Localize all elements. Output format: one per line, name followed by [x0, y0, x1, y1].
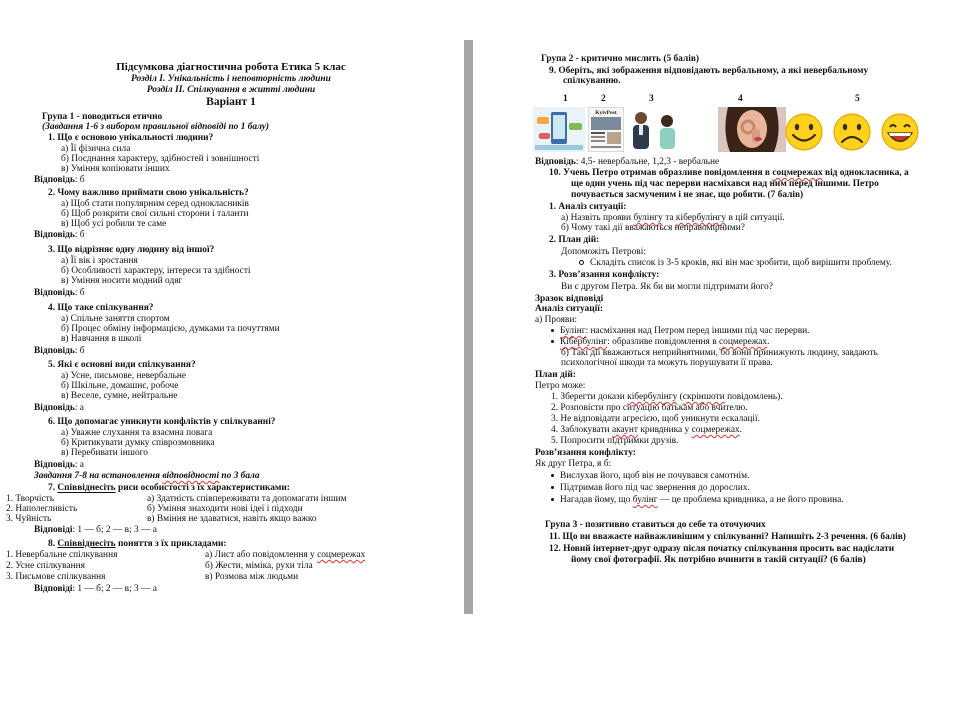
- question-12-line-2: йому свої фотографії. Як потрібно вчинити в такій ситуації? (6 балів): [571, 555, 866, 565]
- q7-left-3: 3. Чуйність: [6, 514, 52, 524]
- q2-option-a: а) Щоб стати популярним серед однокласників: [61, 199, 249, 209]
- sad-emoji-icon: [830, 112, 874, 152]
- variant-heading: Варіант 1: [206, 96, 256, 108]
- q6-option-c: в) Перебивати іншого: [61, 448, 148, 458]
- group-2-heading: Група 2 - критично мислить (5 балів): [541, 54, 700, 64]
- question-3: 3. Що відрізняє одну людину від іншої?: [48, 245, 215, 255]
- ok-gesture-image: [718, 107, 786, 152]
- happy-emoji-icon: [782, 112, 826, 152]
- instruction-7-8: Завдання 7-8 на встановлення відповідності по 3 бала: [34, 471, 260, 481]
- sample-analysis-b-line-2: психологічної шкоди та можуть порушувати її права.: [561, 358, 773, 368]
- laughing-emoji-icon: [878, 112, 922, 152]
- q8-left-3: 3. Письмове спілкування: [6, 572, 106, 582]
- q2-answer: Відповідь: б: [34, 230, 85, 240]
- q7-answer: Відповіді: 1 — б; 2 — в; 3 — а: [34, 525, 157, 535]
- sample-plan-heading: План дій:: [535, 370, 576, 380]
- q1-option-b: б) Поєднання характеру, здібностей і зовнішності: [61, 154, 260, 164]
- q7-right-c: в) Вміння не здаватися, навіть якщо важко: [147, 514, 317, 524]
- q7-right-a: а) Здатність співпереживати та допомагати іншим: [147, 494, 347, 504]
- q5-option-b: б) Шкільне, домашнє, робоче: [61, 381, 179, 391]
- sample-analysis-intro: а) Прояви:: [535, 315, 577, 325]
- question-1: 1. Що є основою унікальності людини?: [48, 133, 214, 143]
- image-number-3: 3: [649, 94, 654, 104]
- sample-answer-heading: Зразок відповіді: [535, 294, 604, 304]
- messaging-phone-image: [533, 107, 585, 152]
- sample-plan-intro: Петро може:: [535, 381, 586, 391]
- sample-plan-step-3: 3. Не відповідати агресією, щоб уникнути ескалації.: [551, 414, 760, 424]
- q8-right-c: в) Розмова між людьми: [205, 572, 299, 582]
- question-4: 4. Що таке спілкування?: [48, 303, 154, 313]
- q8-right-a: а) Лист або повідомлення у соцмережах: [205, 550, 366, 560]
- question-10-line-2: ще один учень під час перерви насміхався над ним перед іншими. Петро: [571, 179, 879, 189]
- q7-right-b: б) Уміння знаходити нові ідеї і підходи: [147, 504, 303, 514]
- page-left: [0, 40, 462, 640]
- image-number-4: 4: [738, 94, 743, 104]
- group-1-heading: Група 1 - поводиться етично: [42, 112, 163, 122]
- sample-resolution-item-3: Нагадав йому, що булінг — це проблема кривдника, а не його провина.: [551, 495, 844, 505]
- q4-option-c: в) Навчання в школі: [61, 334, 142, 344]
- q1-option-a: а) Її фізична сила: [61, 144, 131, 154]
- section-1-heading: Розділ І. Унікальність і неповторність людини: [131, 74, 331, 84]
- q8-answer: Відповіді: 1 — б; 2 — в; 3 — а: [34, 584, 157, 594]
- sample-plan-step-1: 1. Зберегти докази кібербулінгу (скріншоти повідомлень).: [551, 392, 783, 402]
- q8-left-1: 1. Невербальне спілкування: [6, 550, 118, 560]
- sample-analysis-heading: Аналіз ситуації:: [535, 304, 603, 314]
- q6-answer: Відповідь: а: [34, 460, 84, 470]
- q4-option-b: б) Процес обміну інформацією, думками та почуттями: [61, 324, 280, 334]
- q1-option-c: в) Уміння копіювати інших: [61, 164, 170, 174]
- instruction-1-6: (Завдання 1-6 з вибором правильної відповіді по 1 балу): [42, 122, 270, 132]
- image-number-5: 5: [855, 94, 860, 104]
- q5-option-a: а) Усне, письмове, невербальне: [61, 371, 187, 381]
- q8-left-2: 2. Усне спілкування: [6, 561, 85, 571]
- q6-option-a: а) Уважне слухання та взаємна повага: [61, 428, 213, 438]
- q3-option-b: б) Особливості характеру, інтереси та здібності: [61, 266, 251, 276]
- sample-cyberbullying-item: Кібербулінг: образливе повідомлення в соцмережах.: [551, 337, 769, 347]
- q3-answer: Відповідь: б: [34, 288, 85, 298]
- sample-resolution-item-1: Вислухав його, щоб він не почувався самотнім.: [551, 471, 749, 481]
- q3-option-a: а) Її вік і зростання: [61, 256, 138, 266]
- q2-option-c: в) Щоб усі робили те саме: [61, 219, 167, 229]
- image-number-2: 2: [601, 94, 606, 104]
- task-plan-item: Складіть список із 3-5 кроків, які він має зробити, щоб вирішити проблему.: [579, 258, 892, 268]
- q5-answer: Відповідь: а: [34, 403, 84, 413]
- question-8: 8. Співвіднесіть поняття з їх прикладами:: [48, 539, 227, 549]
- q9-answer: Відповідь: 4,5- невербальне, 1,2,3 - вербальне: [535, 157, 720, 167]
- question-2: 2. Чому важливо приймати свою унікальність?: [48, 188, 249, 198]
- task-conflict-question: Ви є другом Петра. Як би ви могли підтримати його?: [561, 282, 773, 292]
- sample-bullying-item: Булінг: насміхання над Петром перед іншими під час перерви.: [551, 326, 810, 336]
- sample-resolution-intro: Як друг Петра, я б:: [535, 459, 612, 469]
- task-conflict-heading: 3. Розв’язання конфлікту:: [549, 270, 660, 280]
- task-plan-intro: Допоможіть Петрові:: [561, 247, 646, 257]
- q7-left-2: 2. Наполегливість: [6, 504, 78, 514]
- question-7: 7. Співвіднесіть риси особистості з їх характеристиками:: [48, 483, 290, 493]
- q4-option-a: а) Спільне заняття спортом: [61, 314, 170, 324]
- page-divider: [464, 40, 473, 614]
- task-plan-heading: 2. План дій:: [549, 235, 600, 245]
- q5-option-c: в) Веселе, сумне, нейтральне: [61, 391, 178, 401]
- question-9-line-1: 9. Оберіть, які зображення відповідають вербальному, а які невербальному: [549, 66, 869, 76]
- group-3-heading: Група 3 - позитивно ставиться до себе та оточуючих: [545, 520, 766, 530]
- newspaper-image: [588, 107, 624, 152]
- sample-plan-step-5: 5. Попросити підтримки друзів.: [551, 436, 679, 446]
- image-number-1: 1: [563, 94, 568, 104]
- question-11: 11. Що ви вважаєте найважливішим у спілкуванні? Напишіть 2-3 речення. (6 балів): [549, 532, 906, 542]
- q2-option-b: б) Щоб розкрити свої сильні сторони і таланти: [61, 209, 249, 219]
- newspaper-masthead: KyivPost: [595, 110, 617, 116]
- people-talking-image: [627, 107, 683, 152]
- sample-analysis-b-line-1: б) Такі дії вважаються неприйнятними, бо вони принижують людину, завдають: [561, 348, 878, 358]
- question-10-line-3: почувається засмученим і не знає, що робити. (7 балів): [571, 190, 804, 200]
- sample-plan-step-4: 4. Заблокувати акаунт кривдника у соцмережах.: [551, 425, 743, 435]
- question-12-line-1: 12. Новий інтернет-друг одразу після початку спілкування просить вас надіслати: [549, 544, 895, 554]
- task-analysis-a: а) Назвіть прояви булінгу та кібербулінгу в цій ситуації.: [561, 213, 785, 223]
- sample-plan-step-2: 2. Розповісти про ситуацію батькам або вчителю.: [551, 403, 748, 413]
- sample-resolution-item-2: Підтримав його під час звернення до дорослих.: [551, 483, 750, 493]
- q8-right-b: б) Жести, міміка, рухи тіла: [205, 561, 313, 571]
- question-10-line-1: 10. Учень Петро отримав образливе повідомлення в соцмережах від однокласника, а: [549, 168, 909, 178]
- page-right: [475, 40, 935, 640]
- question-6: 6. Що допомагає уникнути конфліктів у спілкуванні?: [48, 417, 276, 427]
- task-analysis-heading: 1. Аналіз ситуації:: [549, 202, 627, 212]
- q3-option-c: в) Уміння носити модний одяг: [61, 276, 183, 286]
- q7-left-1: 1. Творчість: [6, 494, 54, 504]
- q6-option-b: б) Критикувати думку співрозмовника: [61, 438, 215, 448]
- doc-title: Підсумкова діагностична робота Етика 5 клас: [116, 61, 346, 73]
- sample-resolution-heading: Розв’язання конфлікту:: [535, 448, 636, 458]
- q4-answer: Відповідь: б: [34, 346, 85, 356]
- section-2-heading: Розділ ІІ. Спілкування в житті людини: [146, 85, 316, 95]
- question-5: 5. Які є основні види спілкування?: [48, 360, 196, 370]
- task-analysis-b: б) Чому такі дії вважаються неправомірними?: [561, 223, 745, 233]
- q1-answer: Відповідь: б: [34, 175, 85, 185]
- question-9-line-2: спілкуванню.: [563, 76, 621, 86]
